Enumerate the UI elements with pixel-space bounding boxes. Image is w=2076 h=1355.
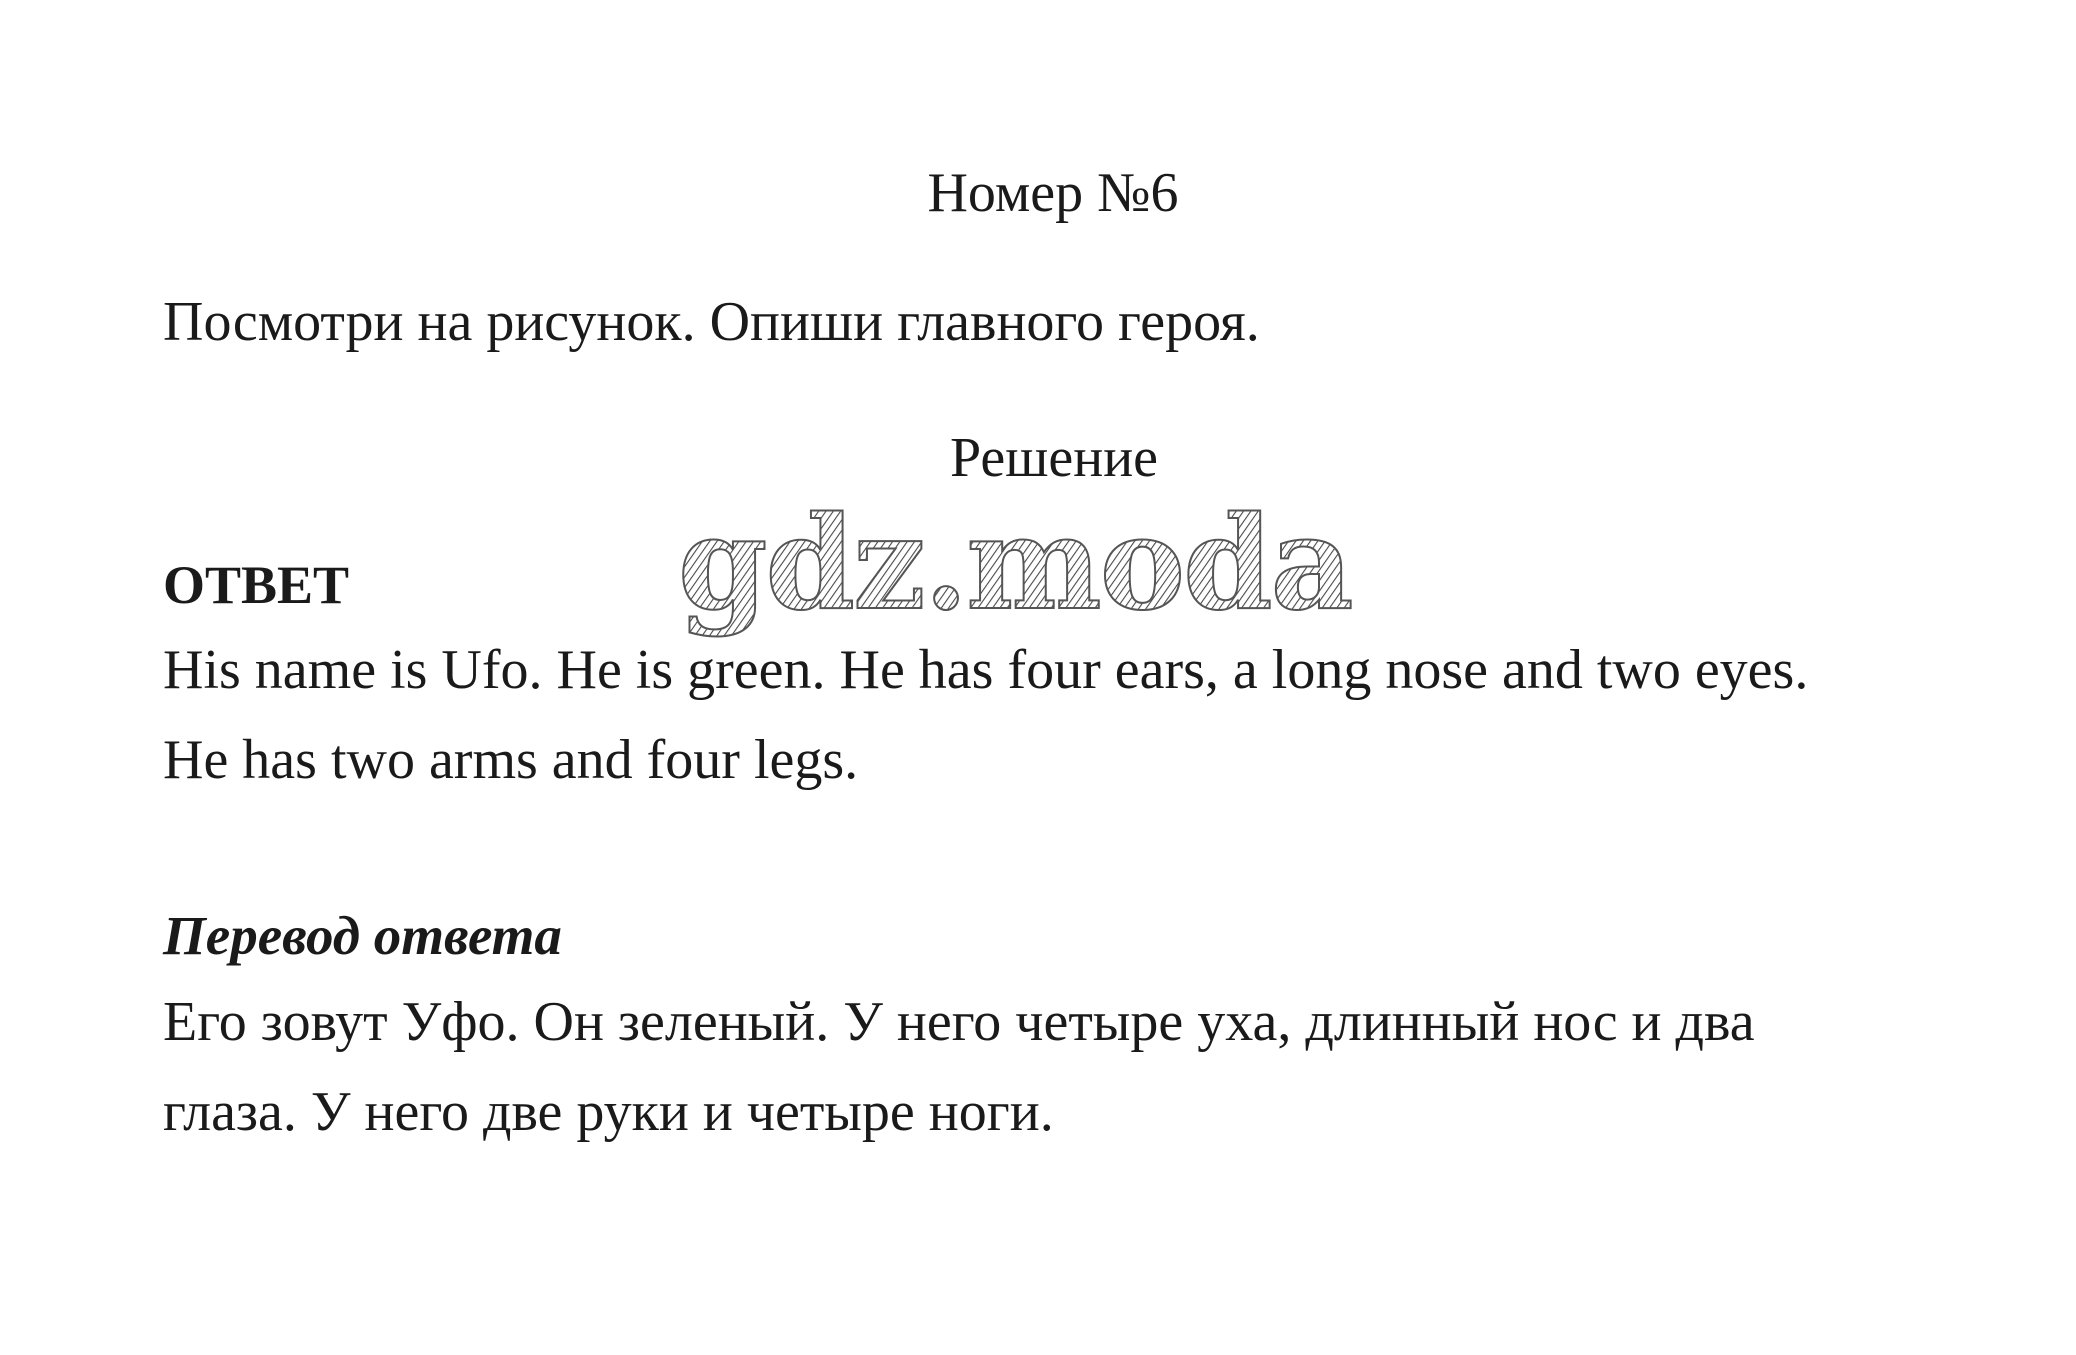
translation-heading: Перевод ответа — [163, 905, 562, 966]
task-text: Посмотри на рисунок. Опиши главного героя. — [163, 291, 1260, 353]
answer-line: His name is Ufo. He is green. He has four ears, a long nose and two eyes. — [163, 639, 1809, 701]
translation-line: Его зовут Уфо. Он зеленый. У него четыре уха, длинный нос и два — [163, 991, 1755, 1053]
translation-line: глаза. У него две руки и четыре ноги. — [163, 1081, 1054, 1143]
svg-text:gdz.moda: gdz.moda — [678, 489, 1352, 639]
solution-label: Решение — [949, 427, 1159, 489]
answer-heading: ОТВЕТ — [163, 555, 350, 615]
answer-line: He has two arms and four legs. — [163, 729, 859, 791]
exercise-title: Номер №6 — [927, 162, 1179, 224]
watermark-logo — [672, 489, 1352, 650]
